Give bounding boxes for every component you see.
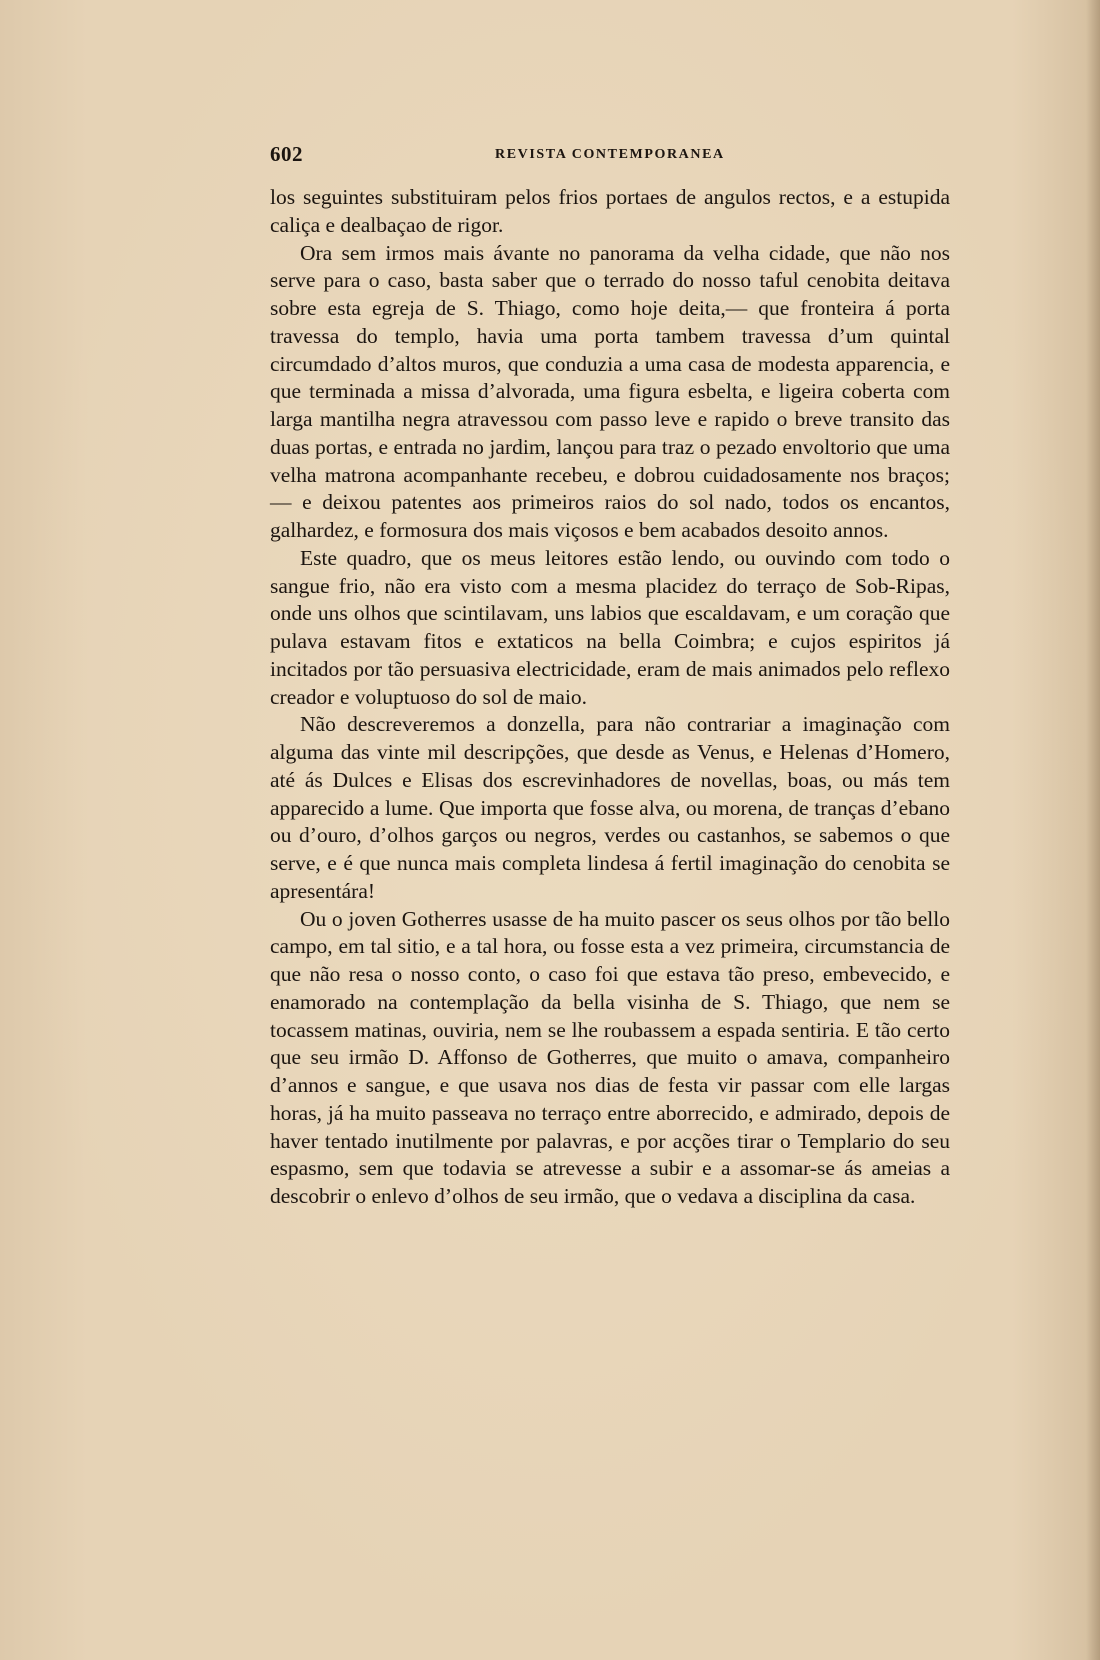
body-text	[270, 184, 950, 1211]
paragraph: Não descreveremos a donzella, para não contrariar a imaginação com alguma das vinte mil descripções, que desde as Venus, e Helenas d’Homero, até ás Dulces e Elisas dos escrevinhadores de novellas, boas, ou más tem apparecido a lume. Que importa que fosse alva, ou morena, de tranças d’ebano ou d’ouro, d’olhos garços ou negros, verdes ou castanhos, se sabemos o que serve, e é que nunca mais completa lindesa á fertil imaginação do cenobita se apresentára!	[270, 712, 950, 903]
paragraph-continuation: los seguintes substituiram pelos frios portaes de angulos rectos, e a estupida caliça e dealbaçao de rigor.	[270, 185, 950, 237]
paragraph: Este quadro, que os meus leitores estão lendo, ou ouvindo com todo o sangue frio, não era visto com a mesma placidez do terraço de Sob-Ripas, onde uns olhos que scintilavam, uns labios que escaldavam, e um coração que pulava estavam fitos e extaticos na bella Coimbra; e cujos espiritos já incitados por tão persuasiva electricidade, eram de mais animados pelo reflexo creador e voluptuoso do sol de maio.	[270, 545, 950, 709]
page-number: 602	[270, 142, 303, 166]
running-title: REVISTA CONTEMPORANEA	[495, 147, 725, 162]
paragraph: Ora sem irmos mais ávante no panorama da velha cidade, que não nos serve para o caso, basta saber que o terrado do nosso taful cenobita deitava sobre esta egreja de S. Thiago, como hoje deita,— que fronteira á porta travessa do templo, havia uma porta tambem travessa d’um quintal circumdado d’altos muros, que conduzia a uma casa de modesta apparencia, e que terminada a missa d’alvorada, uma figura esbelta, e ligeira coberta com larga mantilha negra atravessou com passo leve e rapido o breve transito das duas portas, e entrada no jardim, lançou para traz o pezado envoltorio que uma velha matrona acompanhante recebeu, e dobrou cuidadosamente nos braços; — e deixou patentes aos primeiros raios do sol nado, todos os encantos, galhardez, e formosura dos mais viçosos e bem acabados desoito annos.	[270, 240, 950, 542]
page-edge-shadow	[1086, 0, 1100, 1660]
page-header	[270, 142, 950, 166]
paragraph: Ou o joven Gotherres usasse de ha muito pascer os seus olhos por tão bello campo, em tal sitio, e a tal hora, ou fosse esta a vez primeira, circumstancia de que não resa o nosso conto, o caso foi que estava tão preso, embevecido, e enamorado na contemplação da bella visinha de S. Thiago, que nem se tocassem matinas, ouviria, nem se lhe roubassem a espada sentiria. E tão certo que seu irmão D. Affonso de Gotherres, que muito o amava, companheiro d’annos e sangue, e que usava nos dias de festa vir passar com elle largas horas, já ha muito passeava no terraço entre aborrecido, e admirado, depois de haver tentado inutilmente por palavras, e por acções tirar o Templario do seu espasmo, sem que todavia se atrevesse a subir e a assomar-se ás ameias a descobrir o enlevo d’olhos de seu irmão, que o vedava a disciplina da casa.	[270, 906, 950, 1208]
